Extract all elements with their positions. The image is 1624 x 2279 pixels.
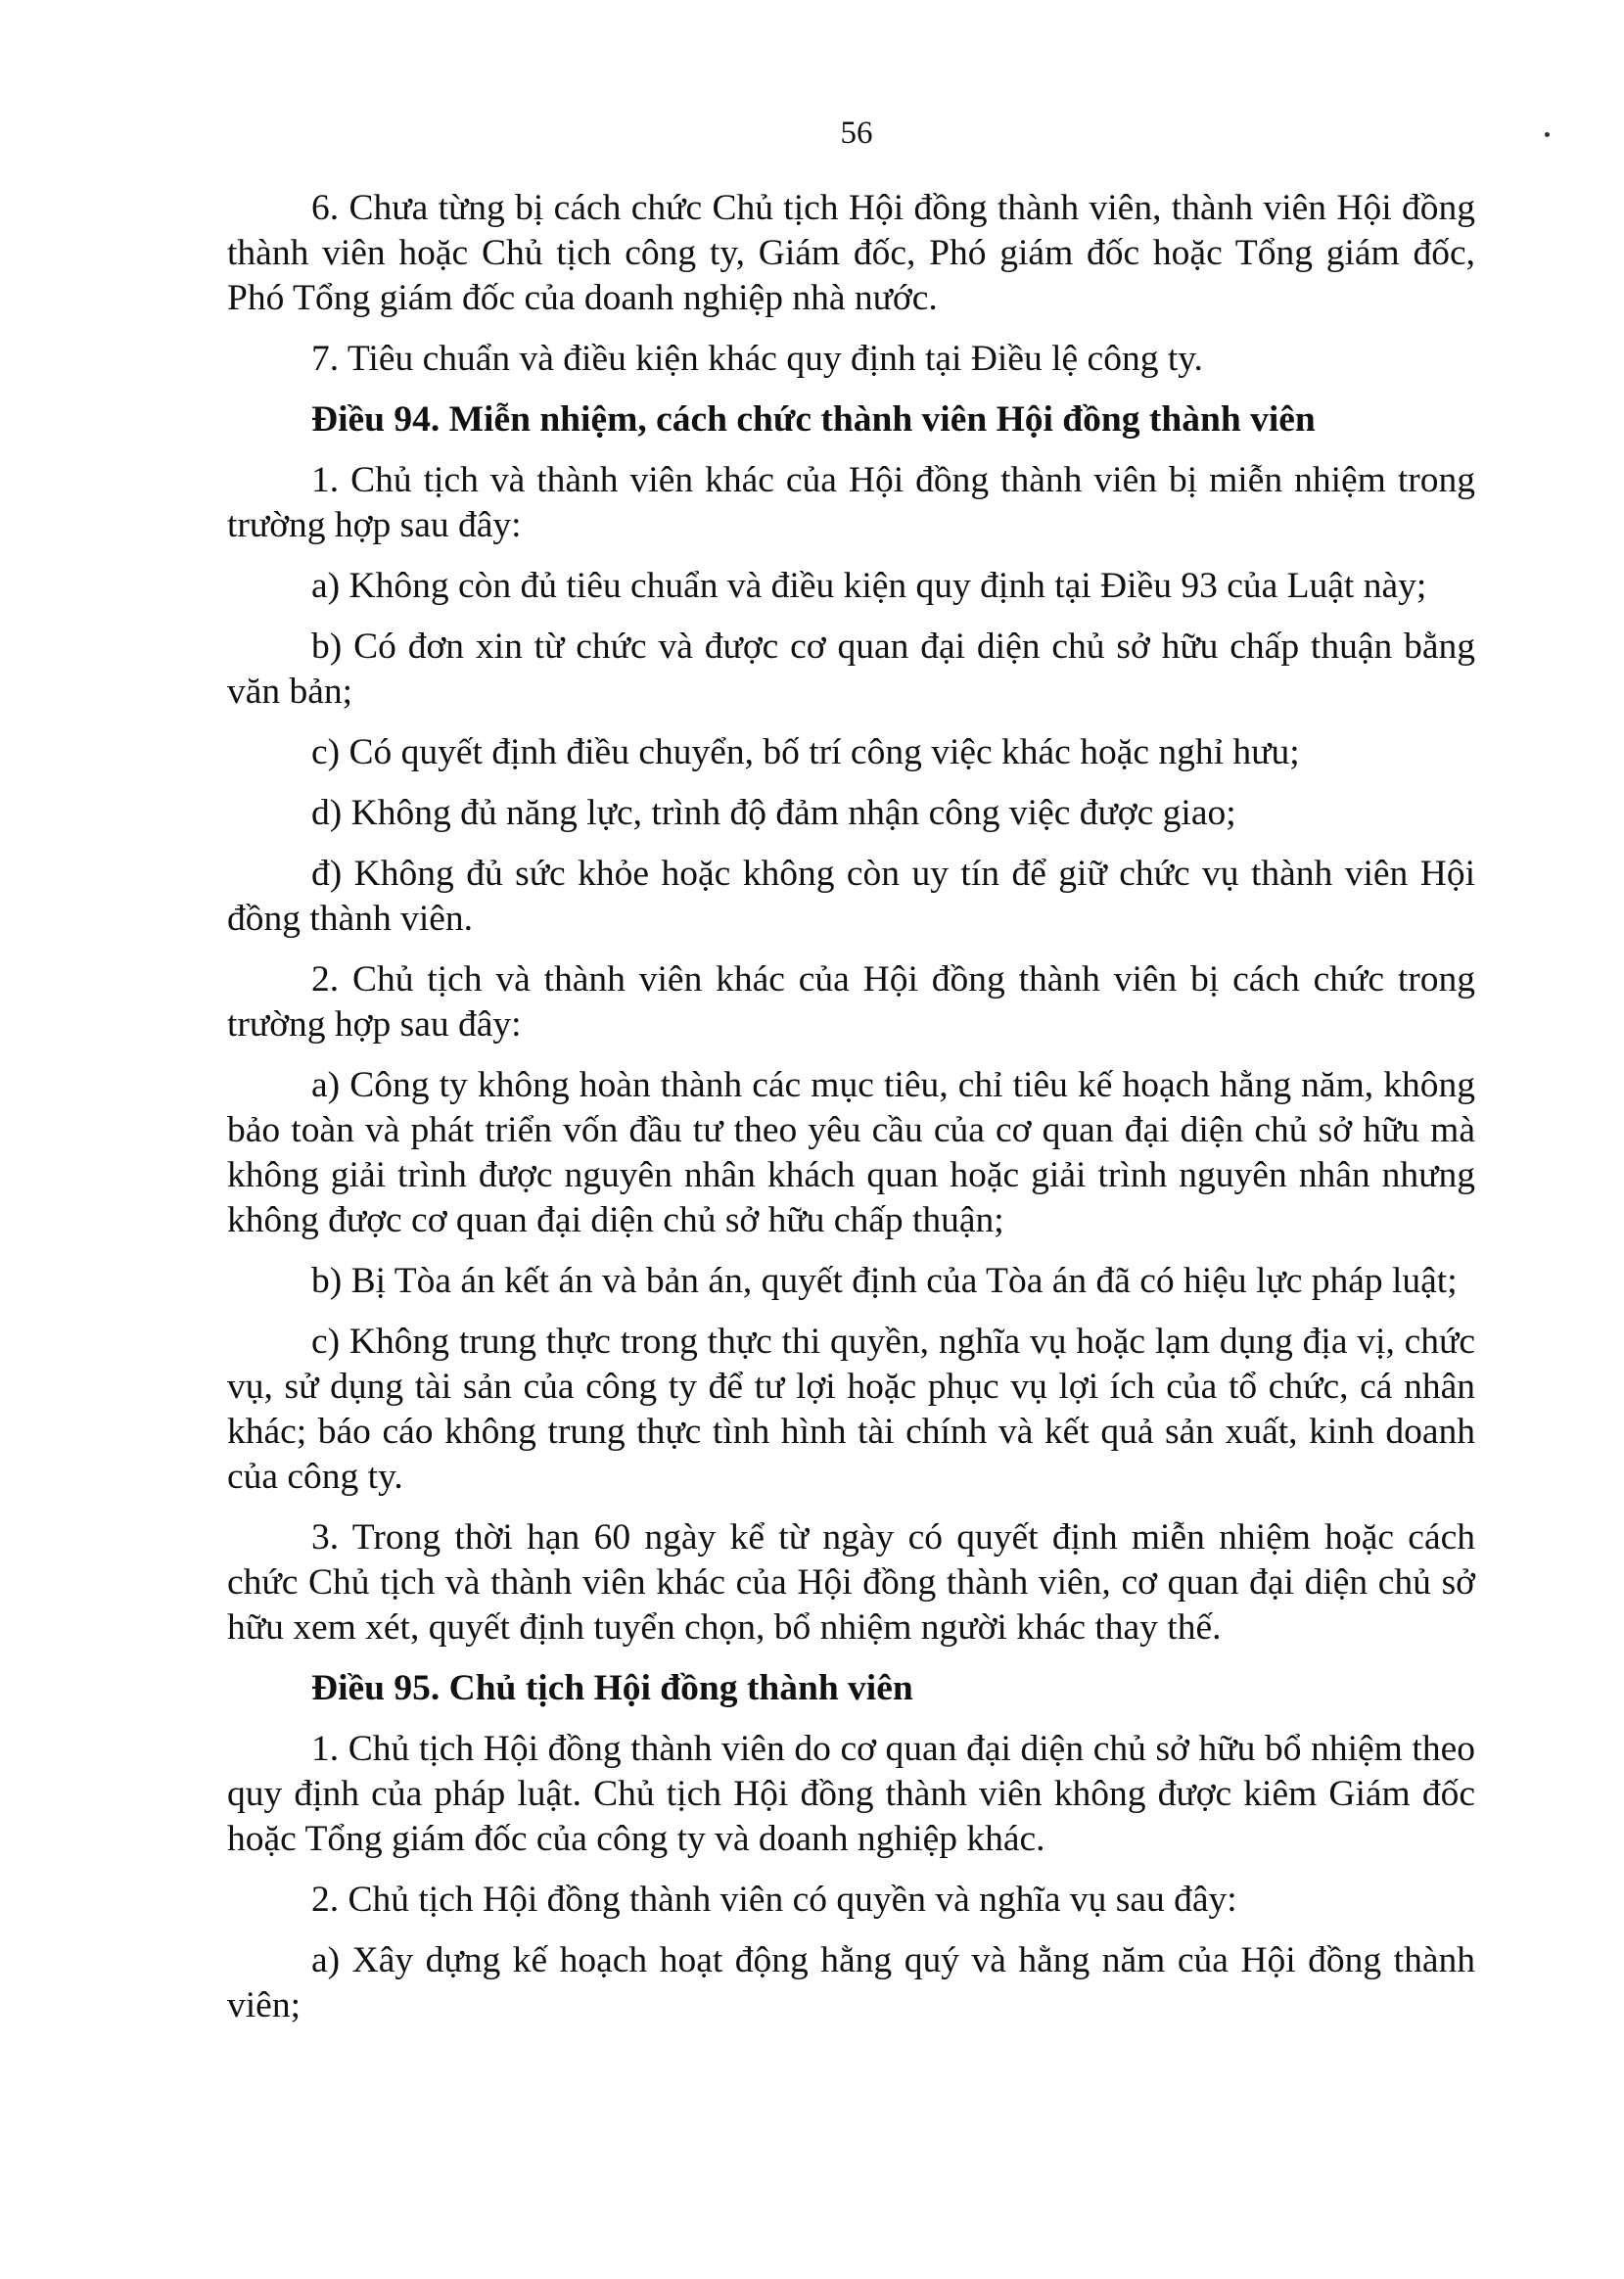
paragraph: a) Xây dựng kế hoạch hoạt động hằng quý và hằng năm của Hội đồng thành viên;: [227, 1940, 1475, 2025]
paragraph: đ) Không đủ sức khỏe hoặc không còn uy tín để giữ chức vụ thành viên Hội đồng thành viên.: [227, 854, 1475, 939]
paragraph: c) Có quyết định điều chuyển, bố trí công việc khác hoặc nghỉ hưu;: [311, 732, 1300, 772]
paragraph: a) Công ty không hoàn thành các mục tiêu, chỉ tiêu kế hoạch hằng năm, không bảo toàn và phát triển vốn đầu tư theo yêu cầu của cơ quan đại diện chủ sở hữu mà không giải trình được nguyên nhân khách quan hoặc giải trình nguyên nhân nhưng không được cơ quan đại diện chủ sở hữu chấp thuận;: [227, 1065, 1475, 1240]
paragraph: 1. Chủ tịch và thành viên khác của Hội đồng thành viên bị miễn nhiệm trong trường hợp sau đây:: [227, 460, 1475, 545]
page-number: 56: [840, 116, 873, 151]
article-heading-95: Điều 95. Chủ tịch Hội đồng thành viên: [311, 1668, 913, 1708]
document-body: [227, 186, 1475, 2044]
paragraph: d) Không đủ năng lực, trình độ đảm nhận công việc được giao;: [311, 793, 1236, 833]
paragraph: 6. Chưa từng bị cách chức Chủ tịch Hội đồng thành viên, thành viên Hội đồng thành viên hoặc Chủ tịch công ty, Giám đốc, Phó giám đốc hoặc Tổng giám đốc, Phó Tổng giám đốc của doanh nghiệp nhà nước.: [227, 188, 1475, 318]
paragraph: 1. Chủ tịch Hội đồng thành viên do cơ quan đại diện chủ sở hữu bổ nhiệm theo quy định của pháp luật. Chủ tịch Hội đồng thành viên không được kiêm Giám đốc hoặc Tổng giám đốc của công ty và doanh nghiệp khác.: [227, 1729, 1475, 1859]
article-heading-94: Điều 94. Miễn nhiệm, cách chức thành viên Hội đồng thành viên: [311, 399, 1316, 440]
paragraph: 7. Tiêu chuẩn và điều kiện khác quy định tại Điều lệ công ty.: [311, 339, 1203, 379]
paragraph: 2. Chủ tịch Hội đồng thành viên có quyền và nghĩa vụ sau đây:: [311, 1880, 1237, 1920]
paragraph: c) Không trung thực trong thực thi quyền, nghĩa vụ hoặc lạm dụng địa vị, chức vụ, sử dụng tài sản của công ty để tư lợi hoặc phục vụ lợi ích của tổ chức, cá nhân khác; báo cáo không trung thực tình hình tài chính và kết quả sản xuất, kinh doanh của công ty.: [227, 1322, 1475, 1497]
scan-speck: [1545, 132, 1550, 137]
paragraph: 3. Trong thời hạn 60 ngày kể từ ngày có quyết định miễn nhiệm hoặc cách chức Chủ tịch và thành viên khác của Hội đồng thành viên, cơ quan đại diện chủ sở hữu xem xét, quyết định tuyển chọn, bổ nhiệm người khác thay thế.: [227, 1517, 1475, 1648]
paragraph: b) Có đơn xin từ chức và được cơ quan đại diện chủ sở hữu chấp thuận bằng văn bản;: [227, 627, 1475, 712]
paragraph: b) Bị Tòa án kết án và bản án, quyết định của Tòa án đã có hiệu lực pháp luật;: [311, 1261, 1458, 1301]
paragraph: 2. Chủ tịch và thành viên khác của Hội đồng thành viên bị cách chức trong trường hợp sau đây:: [227, 959, 1475, 1045]
paragraph: a) Không còn đủ tiêu chuẩn và điều kiện quy định tại Điều 93 của Luật này;: [311, 566, 1427, 606]
